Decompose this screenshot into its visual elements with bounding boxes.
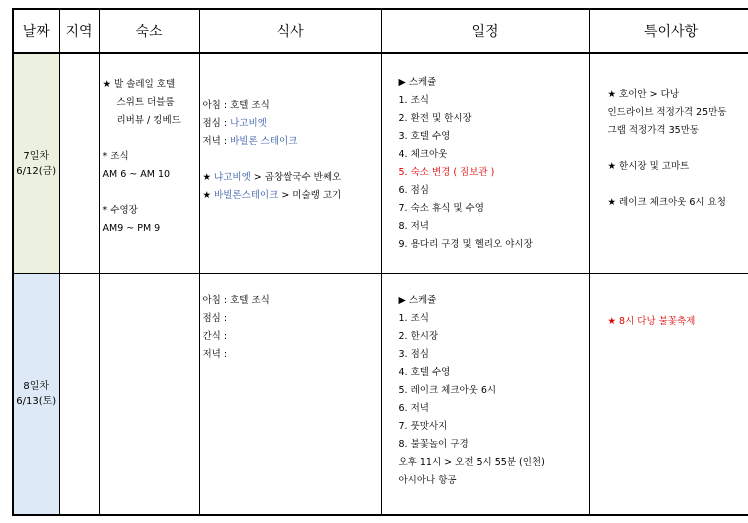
rec2-place: 바빌론스테이크: [214, 189, 279, 201]
date-cell-day8: [13, 274, 59, 516]
schedule-item: 1. 조식: [398, 94, 429, 106]
date-cell-day7: [13, 53, 59, 274]
breakfast-time: AM 6 ~ AM 10: [102, 168, 171, 180]
breakfast-label: * 조식: [102, 150, 129, 162]
note-line: ★ 호이안 > 다낭: [607, 88, 679, 100]
room-view: 리버뷰 / 킹베드: [116, 114, 181, 126]
schedule-item: 오후 11시 > 오전 5시 55분 (인천): [398, 457, 545, 468]
lodging-cell-day7: [99, 53, 199, 274]
header-date: 날짜: [13, 9, 59, 53]
lunch-place: 나고비엣: [230, 117, 267, 129]
day-number: 7일차: [23, 150, 50, 162]
header-lodging: 숙소: [99, 9, 199, 53]
schedule-item: 3. 호텔 수영: [398, 130, 451, 142]
header-schedule: 일정: [381, 9, 589, 53]
schedule-item: 7. 풋맛사지: [398, 421, 448, 432]
meal-breakfast: 아침 : 호텔 조식: [202, 295, 270, 306]
restaurant-rec-1: ★ 냐고비엣 > 곱창쌀국수 반쎄오: [202, 171, 342, 183]
header-notes: 특이사항: [589, 9, 748, 53]
schedule-item: 3. 점심: [398, 349, 429, 360]
note-line: ★ 한시장 및 고마트: [607, 160, 690, 172]
restaurant-rec-2: ★ 바빌론스테이크 > 미술랭 고기: [202, 189, 342, 201]
note-line-highlight: ★ 8시 다낭 불꽃축제: [607, 316, 696, 327]
schedule-item: ▶ 스케쥴: [398, 295, 437, 306]
schedule-item: 9. 용다리 구경 및 헬리오 야시장: [398, 238, 533, 250]
schedule-item: 아시아나 항공: [398, 475, 457, 486]
header-region: 지역: [59, 9, 99, 53]
meal-breakfast: 아침 : 호텔 조식: [202, 99, 270, 111]
schedule-item: 1. 조식: [398, 313, 429, 324]
schedule-item: ▶ 스케쥴: [398, 76, 437, 88]
meal-snack: 간식 :: [202, 331, 228, 342]
schedule-item: 8. 불꽃놀이 구경: [398, 439, 469, 450]
schedule-item: 4. 체크아웃: [398, 148, 448, 160]
room-type: 스위트 더블룸: [116, 96, 175, 108]
notes-cell-day7: [589, 53, 748, 274]
schedule-item: 2. 한시장: [398, 331, 439, 342]
header-row: [13, 9, 748, 53]
meal-dinner: 저녁 : 바빌론 스테이크: [202, 135, 298, 147]
day-date: 6/13(토): [16, 396, 57, 407]
pool-label: * 수영장: [102, 204, 138, 216]
note-line: ★ 레이크 체크아웃 6시 요청: [607, 196, 726, 208]
dinner-place: 바빌론 스테이크: [230, 135, 298, 147]
schedule-item-highlight: 5. 숙소 변경 ( 짐보관 ): [398, 166, 495, 178]
hotel-name: ★ 발 솔레일 호텔: [102, 78, 176, 90]
schedule-item: 8. 저녁: [398, 220, 429, 232]
day-row-7: [13, 53, 748, 274]
day-row-8: [13, 274, 748, 516]
notes-cell-day8: [589, 274, 748, 516]
day-number: 8일차: [23, 381, 50, 392]
itinerary-table: [12, 8, 748, 516]
meal-lunch: 점심 :: [202, 313, 228, 324]
region-cell-day8: [59, 274, 99, 516]
meals-cell-day7: [199, 53, 381, 274]
schedule-item: 4. 호텔 수영: [398, 367, 451, 378]
header-meals: 식사: [199, 9, 381, 53]
day-date: 6/12(금): [16, 165, 57, 177]
meal-dinner: 저녁 :: [202, 349, 228, 360]
note-line: 그랩 적정가격 35만동: [607, 124, 700, 136]
schedule-item: 6. 점심: [398, 184, 429, 196]
meals-cell-day8: [199, 274, 381, 516]
schedule-item: 6. 저녁: [398, 403, 429, 414]
note-line: 인드라이브 적정가격 25만동: [607, 106, 727, 118]
lodging-cell-day8: [99, 274, 199, 516]
meal-lunch: 점심 : 나고비엣: [202, 117, 267, 129]
schedule-item: 2. 환전 및 한시장: [398, 112, 472, 124]
pool-time: AM9 ~ PM 9: [102, 222, 161, 234]
schedule-cell-day7: [381, 53, 589, 274]
schedule-item: 7. 숙소 휴식 및 수영: [398, 202, 484, 214]
region-cell-day7: [59, 53, 99, 274]
schedule-item: 5. 레이크 체크아웃 6시: [398, 385, 497, 396]
rec1-place: 냐고비엣: [214, 171, 251, 183]
schedule-cell-day8: [381, 274, 589, 516]
